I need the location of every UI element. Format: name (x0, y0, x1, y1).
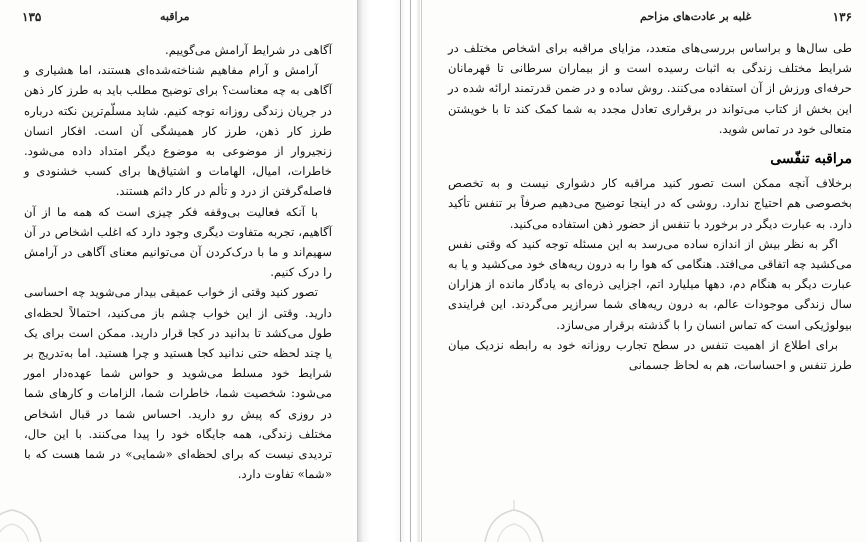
right-paragraph: اگر به نظر بیش از اندازه ساده می‌رسد به این مسئله توجه کنید که وقتی نفس می‌کشید چه اتفاقی می‌افتد. هنگامی که هوا را به درون ریه‌های خود می‌کشید و یا به عبارت دیگر به هنگام دم، دهها میلیارد اتم، اجزایی ذره‌ای به یادگار مانده از هزاران سال زندگی موجودات عالم، به درون ریه‌های شما سرازیر می‌گردند. این فرایندی بیولوژیکی است که تماس انسان را با گذشته برقرار می‌سازد. (448, 236, 852, 332)
right-intro-paragraph: طی سال‌ها و براساس بررسی‌های متعدد، مزایای مراقبه برای اشخاص مختلف در شرایط مختلف زندگی به اثبات رسیده است و از بیماران سرطانی تا قهرمانان حرفه‌ای ورزش از آن استفاده می‌کنند. روش ساده و در ضمن قدرتمند ارائه شده در این بخش از کتاب می‌تواند در برقراری تعادل مجدد به شما کمک کند تا با خویشتن متعالی خود در تماس شوید. (448, 41, 852, 136)
left-page-header (22, 10, 342, 26)
left-paragraph: تصور کنید وقتی از خواب عمیقی بیدار می‌شوید چه احساسی دارید. وقتی از این خواب چشم باز می‌کنید، احتمالاً لحظه‌ای طول می‌کشد تا بدانید در کجا قرار دارید. ممکن است برای یک یا چند لحظه حتی ندانید کجا هستید و چرا هستید. اما به‌تدریج بر شرایط خود مسلط می‌شوید و حواس شما عهده‌دار امور می‌شود: شخصیت شما، خاطرات شما، الزامات و کارهای شما در روزی که پیش رو دارید. احساس شما در قبال اشخاص مختلف زندگی، همه جایگاه خود را پیدا می‌کنند. با این حال، تردیدی نیست که برای لحظه‌ای «شمایی» در شما هست که با «شما» تفاوت دارد. (24, 285, 332, 482)
right-page-header (452, 10, 852, 26)
left-paragraph: آگاهی در شرایط آرامش می‌گوییم. (165, 43, 332, 57)
section-heading: مراقبه تنفّسی (770, 151, 852, 168)
left-paragraph: آرامش و آرام مفاهیم شناخته‌شده‌ای هستند، اما هشیاری و آگاهی به چه معناست؟ برای توضیح مطلب باید به طرز کار ذهن در جریان زندگی روزانه توجه کنیم. شاید مسلّم‌ترین نکته درباره طرز کار ذهن، طرز کار همیشگی آن است. افکار انسان زنجیروار از موضوعی به موضوع دیگر امتداد داده می‌شود. خاطرات، امیال، الهامات و اشتیاق‌ها برای کسب خشنودی و فاصله‌گرفتن از درد و تألم در کار دائم هستند. (24, 63, 332, 199)
left-page (0, 0, 358, 542)
faint-watermark-emblem (474, 496, 554, 542)
right-paragraph: برخلاف آنچه ممکن است تصور کنید مراقبه کار دشواری نیست و به تخصص بخصوصی هم احتیاج ندارد. روشی که در اینجا توضیح می‌دهیم صرفاً بر تنفس تأکید دارد. به عبارت دیگر در برخورد با تنفس از حضور ذهن استفاده می‌کنید. (448, 176, 852, 231)
left-running-title: مراقبه (160, 10, 190, 23)
faint-watermark-emblem (0, 496, 52, 542)
right-running-title: غلبه بر عادت‌های مزاحم (640, 10, 752, 23)
right-page (421, 0, 867, 542)
spine-line (400, 0, 401, 542)
left-body-text (24, 40, 332, 484)
right-body-text (448, 38, 852, 375)
left-page-number: ۱۳۵ (22, 10, 42, 24)
right-page-number: ۱۳۶ (832, 10, 852, 24)
spine-line (410, 0, 411, 542)
book-gutter (358, 0, 420, 542)
right-paragraph: برای اطلاع از اهمیت تنفس در سطح تجارب روزانه خود به رابطه نزدیک میان طرز تنفس و احساسات، هم به لحاظ جسمانی (448, 337, 852, 373)
left-paragraph: با آنکه فعالیت بی‌وقفه فکر چیزی است که همه ما از آن آگاهیم، تجربه متفاوت دیگری وجود دارد که اغلب اشخاص در آن سهیم‌اند و ما با درک‌کردن آن می‌توانیم معنای آگاهی در آرامش را درک کنیم. (24, 204, 332, 280)
